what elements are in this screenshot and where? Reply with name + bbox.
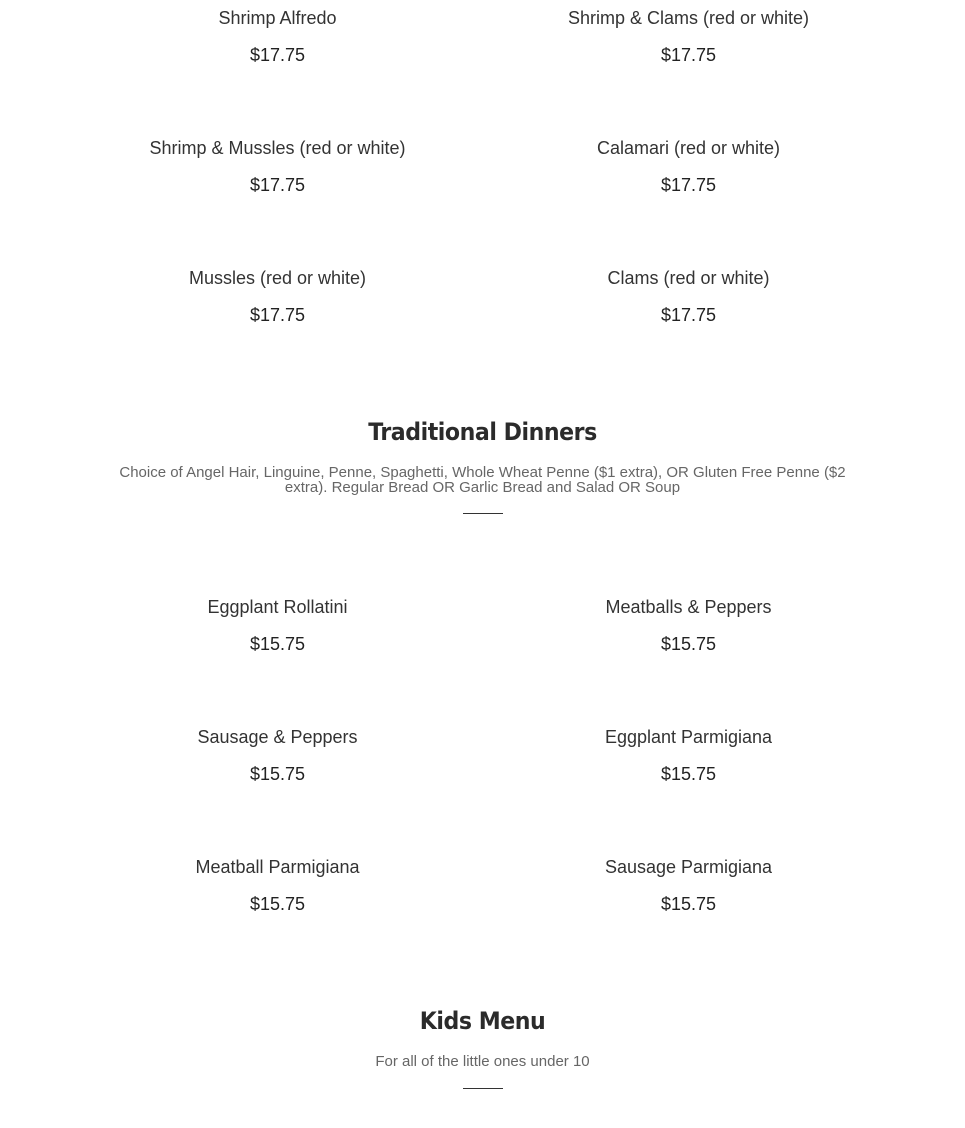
menu-item xyxy=(72,137,483,267)
traditional-dinners-header xyxy=(0,417,965,514)
menu-item-name: Eggplant Rollatini xyxy=(207,597,348,617)
menu-item-price: $15.75 xyxy=(249,764,306,784)
menu-item-name: Shrimp & Mussles (red or white) xyxy=(149,138,406,158)
menu-item-price: $17.75 xyxy=(249,45,306,65)
menu-item xyxy=(72,856,483,986)
menu-item-name: Calamari (red or white) xyxy=(596,138,781,158)
section-title: Kids Menu xyxy=(419,1007,546,1035)
menu-item-name: Eggplant Parmigiana xyxy=(604,727,773,747)
menu-item xyxy=(72,596,483,726)
menu-item-name: Shrimp Alfredo xyxy=(218,8,337,28)
menu-item xyxy=(483,137,894,267)
menu-item xyxy=(72,726,483,856)
menu-item-name: Meatball Parmigiana xyxy=(195,857,360,877)
menu-item-price: $17.75 xyxy=(660,175,717,195)
traditional-dinners-grid xyxy=(72,596,894,986)
menu-item-price: $17.75 xyxy=(249,175,306,195)
menu-item-name: Sausage & Peppers xyxy=(197,727,358,747)
seafood-menu-grid xyxy=(72,7,894,397)
section-description: Choice of Angel Hair, Linguine, Penne, Spaghetti, Whole Wheat Penne ($1 extra), OR Gluten Free Penne ($2 extra). Regular Bread OR Garlic Bread and Salad OR Soup xyxy=(119,464,846,496)
menu-item-name: Sausage Parmigiana xyxy=(604,857,773,877)
section-title: Traditional Dinners xyxy=(368,418,597,446)
menu-item-price: $15.75 xyxy=(249,894,306,914)
menu-item-name: Meatballs & Peppers xyxy=(605,597,772,617)
menu-item-price: $17.75 xyxy=(249,305,306,325)
menu-item-price: $15.75 xyxy=(249,634,306,654)
section-divider xyxy=(463,1088,503,1089)
menu-item xyxy=(72,7,483,137)
menu-item-price: $15.75 xyxy=(660,764,717,784)
menu-item-price: $17.75 xyxy=(660,305,717,325)
menu-item-name: Mussles (red or white) xyxy=(188,268,367,288)
menu-item-name: Shrimp & Clams (red or white) xyxy=(567,8,810,28)
menu-item xyxy=(483,7,894,137)
menu-item xyxy=(483,726,894,856)
menu-item-price: $15.75 xyxy=(660,634,717,654)
menu-item-price: $15.75 xyxy=(660,894,717,914)
menu-item xyxy=(483,856,894,986)
section-description: For all of the little ones under 10 xyxy=(375,1053,590,1070)
menu-item xyxy=(483,596,894,726)
menu-item xyxy=(483,267,894,397)
menu-item-price: $17.75 xyxy=(660,45,717,65)
section-divider xyxy=(463,513,503,514)
menu-item-name: Clams (red or white) xyxy=(607,268,770,288)
kids-menu-header xyxy=(0,1006,965,1089)
menu-item xyxy=(72,267,483,397)
